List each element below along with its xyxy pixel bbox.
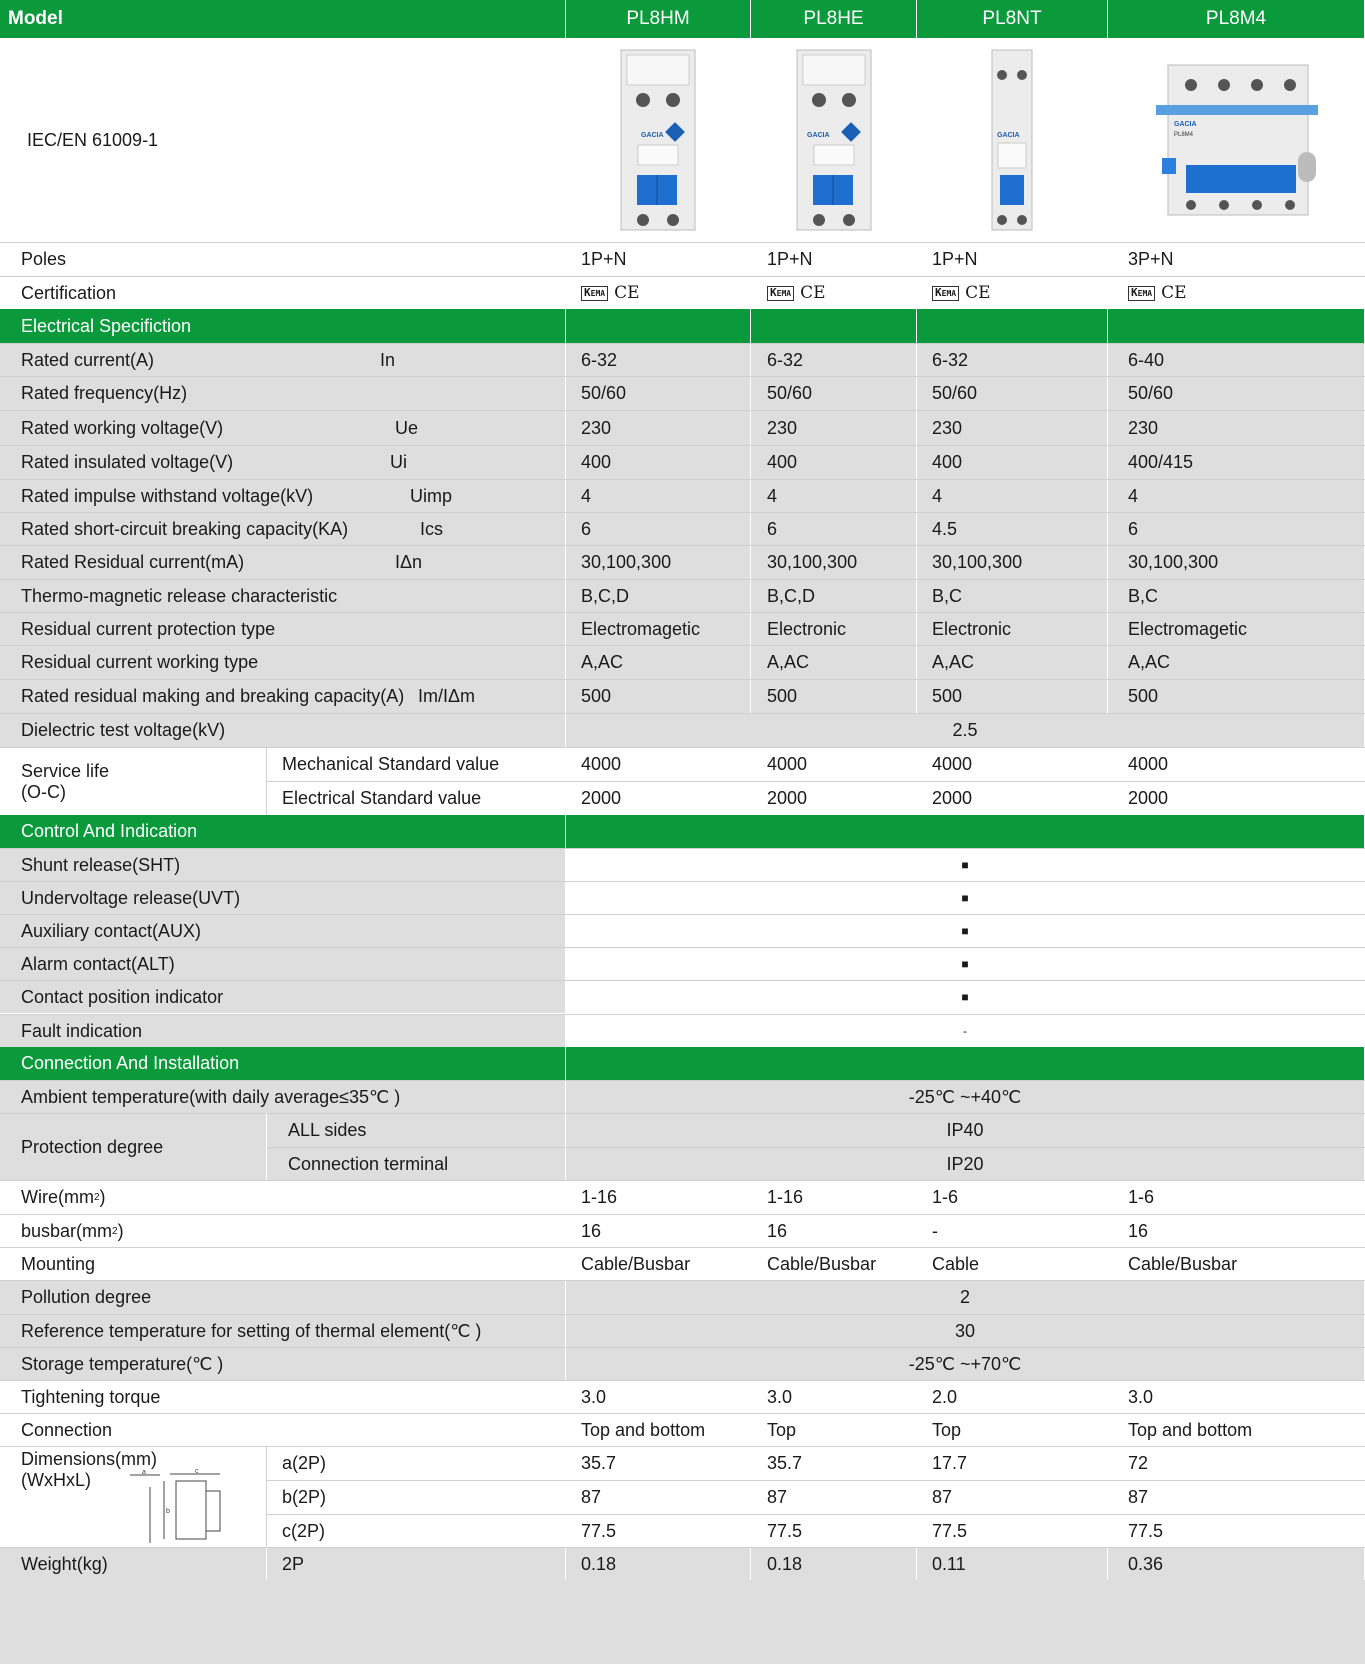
rcbo-1module-image: [917, 38, 1107, 242]
row-label: Residual current working type: [0, 646, 566, 679]
cell-value: Electromagetic: [1108, 613, 1365, 645]
feature-availability-mark: -: [566, 1015, 1365, 1047]
cell-value: 30,100,300: [1108, 546, 1365, 579]
service-life-label: [0, 747, 267, 815]
pollution-row: [0, 1280, 1365, 1314]
cell-value: A,AC: [751, 646, 917, 679]
row-label: Rated working voltage(V) Ue: [0, 411, 566, 445]
cell-value: 230: [751, 411, 917, 445]
symbol-label: Uimp: [410, 485, 453, 506]
cell-value: 2000: [1108, 782, 1365, 815]
row-label: Shunt release(SHT): [0, 849, 566, 881]
cell-value: 3P+N: [1108, 243, 1365, 276]
cell-value: 72: [1108, 1447, 1365, 1480]
cell-value: 87: [751, 1481, 917, 1514]
cell-value: Top: [751, 1414, 917, 1446]
section-title: Control And Indication: [0, 815, 566, 848]
cell-value: 400: [751, 446, 917, 479]
row-label: Storage temperature(℃ ): [0, 1348, 566, 1380]
kema-logo-icon: KEMA: [932, 286, 959, 301]
cell-value: 30,100,300: [917, 546, 1108, 579]
cell-value: 6-40: [1108, 344, 1365, 376]
row-label: 2P: [267, 1548, 566, 1580]
svg-text:c: c: [195, 1469, 199, 1475]
row-label: ALL sides: [267, 1114, 566, 1147]
cell-value: 50/60: [917, 377, 1108, 410]
row-label: Auxiliary contact(AUX): [0, 915, 566, 947]
feature-availability-mark: ■: [566, 915, 1365, 947]
cell-value: 400: [566, 446, 751, 479]
cell-value: Top and bottom: [1108, 1414, 1365, 1446]
cell-value: 16: [566, 1215, 751, 1247]
dimensions-label: [0, 1446, 267, 1547]
row-label: Poles: [0, 243, 566, 276]
ce-mark-icon: CE: [1161, 283, 1187, 303]
row-label: (WxHxL): [21, 1470, 91, 1490]
symbol-label: Ics: [420, 518, 444, 539]
row-label: Alarm contact(ALT): [0, 948, 566, 980]
feature-availability-mark: ■: [566, 849, 1365, 881]
cell-value: 16: [1108, 1215, 1365, 1247]
cell-value: 4000: [566, 748, 751, 781]
ce-mark-icon: CE: [800, 283, 826, 303]
svg-text:PL8M4: PL8M4: [1174, 132, 1194, 138]
cert-marks: [917, 277, 1108, 309]
feature-availability-mark: ■: [566, 948, 1365, 980]
cell-value: 1-16: [751, 1181, 917, 1214]
cell-value: 400/415: [1108, 446, 1365, 479]
electrical-spec-row: [0, 512, 1365, 545]
cell-value: 30,100,300: [566, 546, 751, 579]
svg-text:GACIA: GACIA: [997, 132, 1020, 139]
cell-value: 3.0: [751, 1381, 917, 1413]
protection-degree-label: Protection degree: [0, 1113, 267, 1180]
cell-value: IP40: [566, 1114, 1365, 1147]
kema-logo-icon: KEMA: [581, 286, 608, 301]
electrical-spec-row: [0, 579, 1365, 612]
ambient-row: [0, 1080, 1365, 1113]
electrical-spec-row: [0, 410, 1365, 445]
cell-value: 16: [751, 1215, 917, 1247]
control-feature-row: [0, 848, 1365, 881]
row-label: Rated short-circuit breaking capacity(KA) Ics: [0, 513, 566, 545]
row-label: Reference temperature for setting of thermal element(℃ ): [0, 1315, 566, 1347]
symbol-label: Ui: [390, 452, 407, 472]
cell-value: 35.7: [751, 1447, 917, 1480]
cell-value: -25℃ ~+70℃: [566, 1348, 1365, 1380]
dielectric-row: [0, 713, 1365, 747]
cell-value: 50/60: [751, 377, 917, 410]
cell-value: 87: [917, 1481, 1108, 1514]
rcbo-4pole-image: [1108, 38, 1364, 242]
row-label: Rated Residual current(mA) IΔn: [0, 546, 566, 579]
cell-value: A,AC: [1108, 646, 1365, 679]
cell-value: 1P+N: [751, 243, 917, 276]
row-label: Electrical Standard value: [267, 782, 566, 815]
cell-value: 50/60: [1108, 377, 1365, 410]
feature-availability-mark: ■: [566, 981, 1365, 1013]
cell-value: 1-6: [1108, 1181, 1365, 1214]
cell-value: Cable/Busbar: [751, 1248, 917, 1280]
row-label: (O-C): [21, 781, 66, 802]
row-label: Service life: [21, 760, 110, 781]
electrical-spec-row: [0, 645, 1365, 679]
svg-text:GACIA: GACIA: [806, 132, 830, 139]
model-header-row: [0, 0, 1365, 38]
section-title: Connection And Installation: [0, 1047, 566, 1080]
cell-value: 6: [751, 513, 917, 545]
cell-value: Top: [917, 1414, 1108, 1446]
storage-temp-row: [0, 1347, 1365, 1380]
cell-value: -: [917, 1215, 1108, 1247]
mounting-row: [0, 1247, 1365, 1280]
electrical-spec-row: [0, 545, 1365, 579]
cell-value: 0.11: [917, 1548, 1108, 1580]
cell-value: 500: [751, 680, 917, 713]
electrical-spec-row: [0, 679, 1365, 713]
wire-row: [0, 1180, 1365, 1214]
cell-value: 400: [917, 446, 1108, 479]
row-label: a(2P): [267, 1447, 566, 1480]
electrical-spec-row: [0, 376, 1365, 410]
cell-value: 6-32: [917, 344, 1108, 376]
electrical-spec-row: [0, 612, 1365, 645]
kema-logo-icon: KEMA: [767, 286, 794, 301]
row-label: b(2P): [267, 1481, 566, 1514]
cell-value: 0.18: [751, 1548, 917, 1580]
row-label: Residual current protection type: [0, 613, 566, 645]
row-label: busbar(mm 2 ): [0, 1215, 566, 1247]
feature-availability-mark: ■: [566, 882, 1365, 914]
row-label: Dielectric test voltage(kV): [0, 714, 566, 747]
section-header-connection: [0, 1047, 1365, 1080]
cell-value: 50/60: [566, 377, 751, 410]
product-image-cell: [1108, 38, 1365, 242]
model-name: PL8HM: [566, 0, 751, 38]
row-label: Undervoltage release(UVT): [0, 882, 566, 914]
product-image-cell: [917, 38, 1108, 242]
row-label: Rated current(A) In: [0, 344, 566, 376]
cell-value: 4.5: [917, 513, 1108, 545]
cell-value: 4000: [917, 748, 1108, 781]
row-label: Connection: [0, 1414, 566, 1446]
cell-value: 6: [566, 513, 751, 545]
cell-value: 3.0: [566, 1381, 751, 1413]
cell-value: IP20: [566, 1148, 1365, 1180]
model-header-label: Model: [0, 0, 566, 38]
rcbo-2module-image: [566, 38, 750, 242]
cell-value: B,C: [917, 580, 1108, 612]
cell-value: B,C: [1108, 580, 1365, 612]
svg-text:GACIA: GACIA: [1174, 121, 1197, 128]
cell-value: 500: [566, 680, 751, 713]
dimension-diagram-icon: [120, 1469, 250, 1545]
row-label: Mounting: [0, 1248, 566, 1280]
row-label: Dimensions(mm): [21, 1449, 158, 1469]
cell-value: 6-32: [751, 344, 917, 376]
cell-value: Electronic: [917, 613, 1108, 645]
product-image-cell: [751, 38, 917, 242]
row-label: Connection terminal: [267, 1148, 566, 1180]
cell-value: 1P+N: [566, 243, 751, 276]
cell-value: B,C,D: [566, 580, 751, 612]
cell-value: 30,100,300: [751, 546, 917, 579]
cell-value: 1-6: [917, 1181, 1108, 1214]
cell-value: 4000: [1108, 748, 1365, 781]
electrical-spec-row: [0, 445, 1365, 479]
cell-value: 4: [751, 480, 917, 512]
row-label: Fault indication: [0, 1015, 566, 1047]
symbol-label: IΔn: [395, 552, 423, 572]
cell-value: 2.0: [917, 1381, 1108, 1413]
cell-value: A,AC: [566, 646, 751, 679]
cell-value: 500: [1108, 680, 1365, 713]
cell-value: 77.5: [751, 1515, 917, 1547]
cell-value: 4: [917, 480, 1108, 512]
cell-value: 17.7: [917, 1447, 1108, 1480]
row-label: Wire(mm 2 ): [0, 1181, 566, 1214]
svg-text:b: b: [166, 1508, 170, 1515]
cell-value: 6: [1108, 513, 1365, 545]
row-label: Mechanical Standard value: [267, 748, 566, 781]
cell-value: 6-32: [566, 344, 751, 376]
svg-text:a: a: [142, 1469, 146, 1476]
ce-mark-icon: CE: [614, 283, 640, 303]
model-name: PL8M4: [1108, 0, 1365, 38]
cell-value: -25℃ ~+40℃: [566, 1081, 1365, 1113]
section-header-electrical: [0, 309, 1365, 343]
poles-row: [0, 242, 1365, 276]
cell-value: 230: [1108, 411, 1365, 445]
cell-value: Cable: [917, 1248, 1108, 1280]
rcbo-2module-image: [751, 38, 916, 242]
control-feature-row: [0, 947, 1365, 980]
row-label: Rated insulated voltage(V) Ui: [0, 446, 566, 479]
cell-value: 1P+N: [917, 243, 1108, 276]
cell-value: A,AC: [917, 646, 1108, 679]
cert-marks: [566, 277, 751, 309]
control-feature-row: [0, 1014, 1365, 1047]
cell-value: Electronic: [751, 613, 917, 645]
svg-text:GACIA: GACIA: [641, 132, 664, 139]
symbol-label: In: [380, 349, 396, 370]
section-title: Electrical Specifiction: [0, 309, 566, 343]
certification-row: [0, 276, 1365, 309]
cell-value: 500: [917, 680, 1108, 713]
row-label: Contact position indicator: [0, 981, 566, 1013]
cell-value: 0.18: [566, 1548, 751, 1580]
cell-value: B,C,D: [751, 580, 917, 612]
cert-marks: [1108, 277, 1365, 309]
cell-value: 35.7: [566, 1447, 751, 1480]
row-label: Rated residual making and breaking capacity(A) Im/IΔm: [0, 680, 566, 713]
cell-value: Cable/Busbar: [566, 1248, 751, 1280]
electrical-spec-row: [0, 479, 1365, 512]
electrical-spec-row: [0, 343, 1365, 376]
control-feature-row: [0, 980, 1365, 1013]
torque-row: [0, 1380, 1365, 1413]
standard-label: IEC/EN 61009-1: [0, 38, 566, 242]
connection-row: [0, 1413, 1365, 1446]
kema-logo-icon: KEMA: [1128, 286, 1155, 301]
reference-temp-row: [0, 1314, 1365, 1347]
product-image-row: [0, 38, 1365, 242]
row-label: Weight(kg): [0, 1548, 267, 1580]
model-name: PL8HE: [751, 0, 917, 38]
cell-value: 230: [566, 411, 751, 445]
cert-marks: [751, 277, 917, 309]
cell-value: 77.5: [566, 1515, 751, 1547]
cell-value: 4000: [751, 748, 917, 781]
control-feature-row: [0, 881, 1365, 914]
row-label: Certification: [0, 277, 566, 309]
cell-value: 87: [1108, 1481, 1365, 1514]
cell-value: 230: [917, 411, 1108, 445]
cell-value: Electromagetic: [566, 613, 751, 645]
control-feature-row: [0, 914, 1365, 947]
row-label: Tightening torque: [0, 1381, 566, 1413]
cell-value: 2000: [566, 782, 751, 815]
symbol-label: Ue: [395, 417, 419, 438]
product-image-cell: [566, 38, 751, 242]
cell-value: Cable/Busbar: [1108, 1248, 1365, 1280]
row-label: Ambient temperature(with daily average≤35℃ ): [0, 1081, 566, 1113]
weight-row: [0, 1547, 1365, 1664]
cell-value: 2.5: [566, 714, 1365, 747]
cell-value: 2000: [751, 782, 917, 815]
row-label: Rated impulse withstand voltage(kV) Uimp: [0, 480, 566, 512]
row-label: Pollution degree: [0, 1281, 566, 1314]
cell-value: 77.5: [917, 1515, 1108, 1547]
row-label: Thermo-magnetic release characteristic: [0, 580, 566, 612]
cell-value: 2: [566, 1281, 1365, 1314]
section-header-control: [0, 815, 1365, 848]
cell-value: 1-16: [566, 1181, 751, 1214]
busbar-row: [0, 1214, 1365, 1247]
symbol-label: Im/IΔm: [418, 686, 476, 706]
cell-value: 3.0: [1108, 1381, 1365, 1413]
cell-value: 77.5: [1108, 1515, 1365, 1547]
model-name: PL8NT: [917, 0, 1108, 38]
cell-value: 4: [1108, 480, 1365, 512]
cell-value: Top and bottom: [566, 1414, 751, 1446]
ce-mark-icon: CE: [965, 283, 991, 303]
row-label: c(2P): [267, 1515, 566, 1547]
cell-value: 0.36: [1108, 1548, 1365, 1580]
row-label: Rated frequency(Hz): [0, 377, 566, 410]
cell-value: 87: [566, 1481, 751, 1514]
cell-value: 2000: [917, 782, 1108, 815]
cell-value: 4: [566, 480, 751, 512]
cell-value: 30: [566, 1315, 1365, 1347]
